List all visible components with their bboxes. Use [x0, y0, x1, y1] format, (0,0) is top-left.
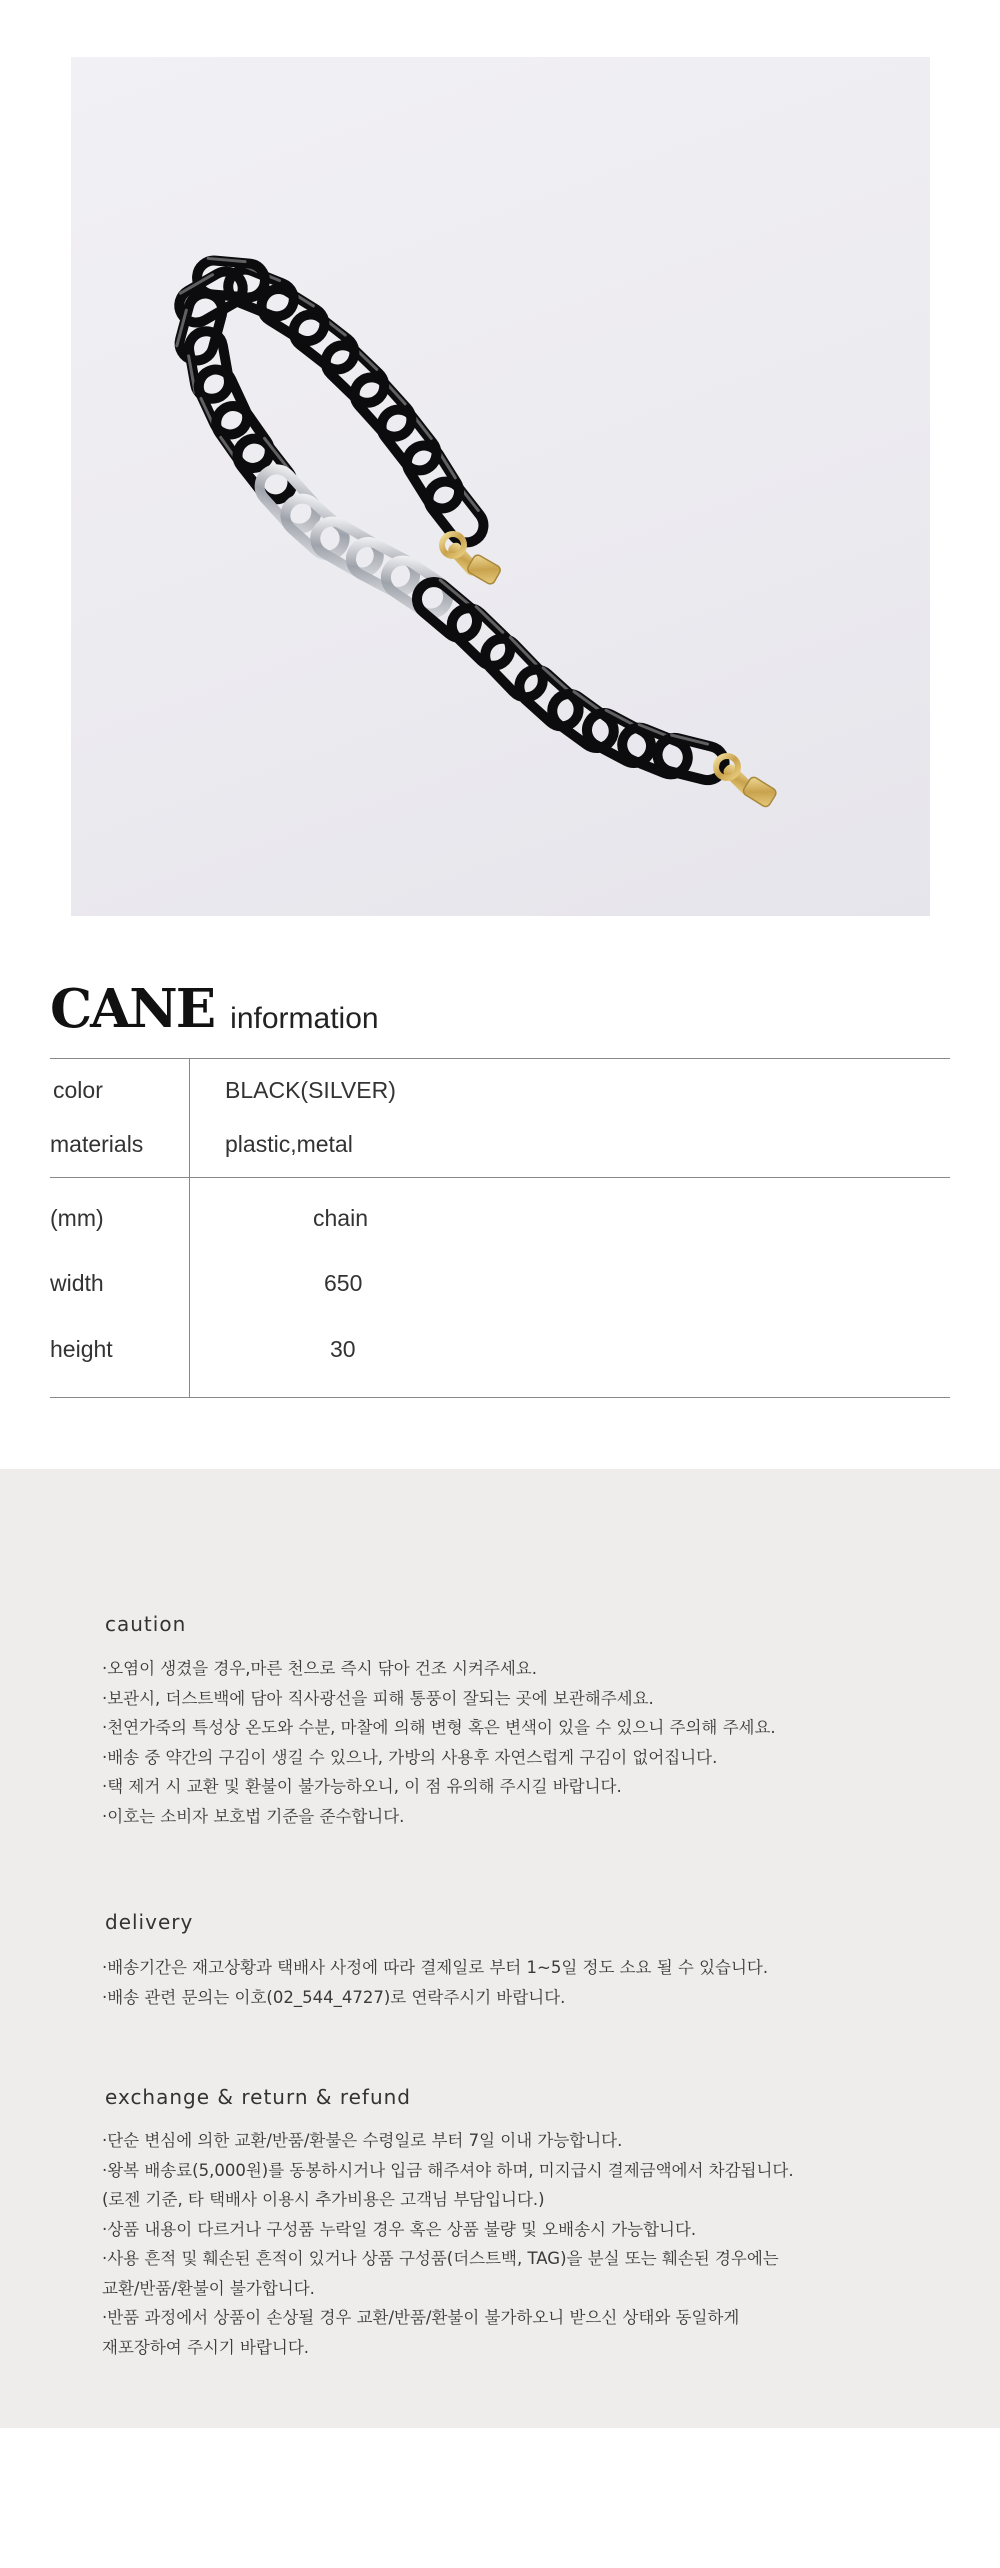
exchange-list: [102, 2126, 794, 2362]
value-color: BLACK(SILVER): [225, 1077, 396, 1103]
delivery-heading: delivery: [105, 1910, 194, 1934]
table-top-divider: [50, 1058, 950, 1059]
info-heading: information: [230, 1002, 379, 1035]
label-unit: (mm): [50, 1205, 104, 1231]
caution-heading: caution: [105, 1612, 187, 1636]
notice-panel: [0, 1469, 1000, 2428]
list-item: ·상품 내용이 다르거나 구성품 누락일 경우 혹은 상품 불량 및 오배송시 가능합니다.: [102, 2219, 697, 2239]
list-item: ·단순 변심에 의한 교환/반품/환불은 수령일로 부터 7일 이내 가능합니다.: [102, 2131, 623, 2150]
list-item: ·택 제거 시 교환 및 환불이 불가능하오니, 이 점 유의해 주시길 바랍니다.: [102, 1777, 622, 1796]
list-item: ·오염이 생겼을 경우,마른 천으로 즉시 닦아 건조 시켜주세요.: [102, 1659, 537, 1678]
table-column-divider: [189, 1059, 190, 1397]
label-color: color: [53, 1077, 103, 1103]
exchange-heading: exchange & return & refund: [105, 2085, 411, 2109]
list-item: ·왕복 배송료(5,000원)를 동봉하시거나 입금 해주셔야 하며, 미지급시 결제금액에서 차감됩니다.: [102, 2160, 794, 2180]
list-item: 교환/반품/환불이 불가합니다.: [102, 2278, 315, 2298]
info-title: [50, 978, 379, 1040]
table-bottom-divider: [50, 1397, 950, 1398]
list-item: 재포장하여 주시기 바랍니다.: [102, 2337, 310, 2357]
chain-illustration: [71, 57, 930, 916]
chain-link-black: [186, 329, 231, 402]
list-item: ·이호는 소비자 보호법 기준을 준수합니다.: [102, 1806, 405, 1826]
list-item: ·천연가죽의 특성상 온도와 수분, 마찰에 의해 변형 혹은 변색이 있을 수 있으니 주의해 주세요.: [102, 1718, 776, 1737]
label-width: width: [50, 1270, 104, 1296]
list-item: ·배송 관련 문의는 이호(02_544_4727)로 연락주시기 바랍니다.: [102, 1987, 566, 2007]
value-unit: chain: [313, 1205, 368, 1231]
list-item: ·보관시, 더스트백에 담아 직사광선을 피해 통풍이 잘되는 곳에 보관해주세요.: [102, 1688, 654, 1708]
value-materials: plastic,metal: [225, 1131, 353, 1157]
delivery-list: [102, 1953, 768, 2012]
label-height: height: [50, 1336, 113, 1362]
list-item: (로젠 기준, 타 택배사 이용시 추가비용은 고객님 부담입니다.): [102, 2190, 545, 2209]
value-height: 30: [330, 1336, 356, 1362]
value-width: 650: [324, 1270, 363, 1296]
list-item: ·배송 중 약간의 구김이 생길 수 있으나, 가방의 사용후 자연스럽게 구김이 없어집니다.: [102, 1747, 718, 1767]
product-photo: [71, 57, 930, 916]
list-item: ·사용 흔적 및 훼손된 흔적이 있거나 상품 구성품(더스트백, TAG)을 분실 또는 훼손된 경우에는: [102, 2249, 779, 2268]
list-item: ·반품 과정에서 상품이 손상될 경우 교환/반품/환불이 불가하오니 받으신 상태와 동일하게: [102, 2308, 740, 2327]
label-materials: materials: [50, 1131, 144, 1157]
table-middle-divider: [50, 1177, 950, 1178]
brand-logo: CANE: [50, 978, 215, 1040]
caution-list: [102, 1654, 776, 1831]
list-item: ·배송기간은 재고상황과 택배사 사정에 따라 결제일로 부터 1~5일 정도 소요 될 수 있습니다.: [102, 1958, 769, 1977]
